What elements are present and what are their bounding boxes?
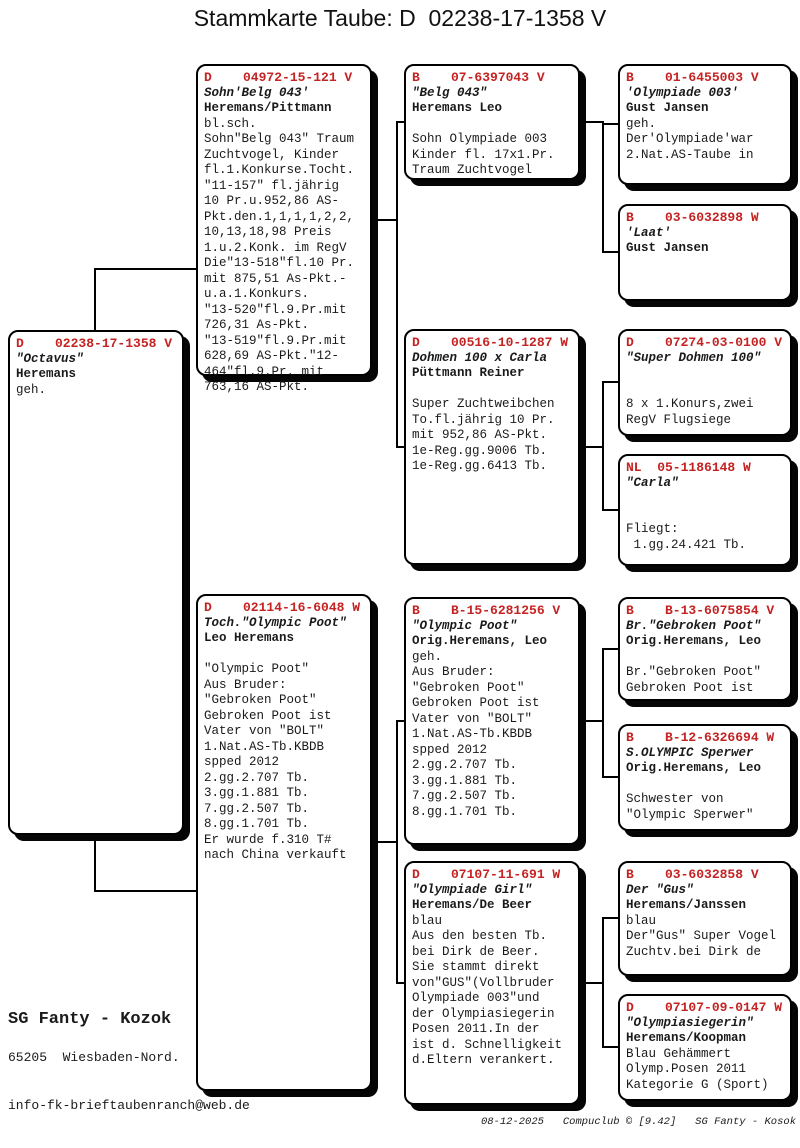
note-line: d.Eltern verankert. (412, 1053, 555, 1067)
note-line: Aus Bruder: (412, 665, 495, 679)
pedigree-connector (580, 720, 604, 722)
pedigree-connector (602, 648, 604, 778)
bird-notes (412, 914, 572, 1069)
ring-number-header: B B-15-6281256 V (412, 603, 561, 618)
note-line: geh. (16, 382, 47, 397)
note-line: Aus Bruder: (204, 677, 287, 692)
bird-notes (412, 650, 572, 821)
pedigree-box-sire-sire (404, 64, 580, 180)
note-line: 1.u.2.Konk. im RegV (204, 240, 347, 255)
bird-name: Toch."Olympic Poot" (204, 615, 347, 630)
pedigree-box-great-grandparent-2 (618, 204, 792, 301)
note-line: "Olympic Poot" (204, 662, 310, 676)
note-line: blau (412, 913, 443, 928)
note-line: Gebroken Poot ist (204, 708, 332, 723)
note-line: To.fl.jährig 10 Pr. (412, 412, 555, 427)
breeder-name: Orig.Heremans, Leo (412, 634, 548, 648)
bird-notes (626, 366, 784, 428)
note-line: Kinder fl. 17x1.Pr. (412, 147, 555, 162)
ring-number-header: D 07107-11-691 W (412, 867, 561, 882)
note-line (412, 117, 572, 133)
ring-number-header: B 07-6397043 V (412, 70, 545, 85)
note-line (626, 507, 784, 523)
breeder-name: Heremans/De Beer (412, 898, 533, 912)
bird-notes (626, 1047, 784, 1094)
print-footer: 08-12-2025 Compuclub © [9.42] SG Fanty - Kosok (480, 1116, 796, 1128)
note-line: 1.Nat.AS-Tb.KBDB (412, 727, 533, 741)
bird-name: Sohn'Belg 043' (204, 85, 310, 100)
note-line: Gebroken Poot ist (626, 680, 754, 695)
note-line: von"GUS"(Vollbruder (412, 975, 555, 990)
note-line: 1e-Reg.gg.9006 Tb. (412, 443, 548, 458)
note-line: ist d. Schnelligkeit (412, 1037, 563, 1052)
pedigree-box-dam-dam (404, 861, 580, 1105)
note-line: Vater von "BOLT" (204, 724, 325, 738)
bird-name: 'Olympiade 003' (626, 85, 739, 100)
breeder-name: Orig.Heremans, Leo (626, 634, 762, 648)
note-line: spped 2012 (204, 755, 280, 769)
note-line: 1e-Reg.gg.6413 Tb. (412, 459, 548, 473)
pedigree-connector (94, 833, 96, 892)
bird-notes (204, 647, 364, 864)
pedigree-connector (580, 446, 604, 448)
bird-notes (412, 117, 572, 179)
note-line: 2.gg.2.707 Tb. (204, 770, 310, 785)
note-line: blau (626, 913, 657, 928)
pedigree-connector (580, 982, 604, 984)
note-line: mit 875,51 As-Pkt.- (204, 271, 347, 286)
note-line: Er wurde f.310 T# (204, 832, 332, 847)
breeder-name: Heremans/Pittmann (204, 101, 332, 115)
note-line: Vater von "BOLT" (412, 711, 533, 726)
breeder-name: Leo Heremans (204, 631, 295, 645)
note-line (626, 366, 784, 382)
note-line: Pkt.den.1,1,1,1,2,2, (204, 209, 355, 224)
note-line: Blau Gehämmert (626, 1046, 732, 1061)
bird-name: "Olympic Poot" (412, 618, 518, 633)
breeder-name: Orig.Heremans, Leo (626, 761, 762, 775)
note-line (626, 777, 784, 793)
ring-number-header: D 04972-15-121 V (204, 70, 353, 85)
note-line: 10,13,18,98 Preis (204, 225, 332, 239)
note-line: 1.gg.24.421 Tb. (626, 537, 747, 552)
pedigree-box-dam (196, 594, 372, 1091)
pedigree-box-sire (196, 64, 372, 394)
page-title: Stammkarte Taube: D 02238-17-1358 V (193, 5, 607, 31)
note-line: Posen 2011.In der (412, 1022, 540, 1036)
pedigree-box-sire-dam (404, 329, 580, 565)
ring-number-header: NL 05-1186148 W (626, 460, 751, 475)
pedigree-connector (602, 123, 604, 253)
note-line: 10 Pr.u.952,86 AS- (204, 194, 340, 208)
bird-name: Der "Gus" (626, 882, 694, 897)
note-line: Sie stammt direkt (412, 960, 540, 974)
bird-name: "Belg 043" (412, 85, 488, 100)
pedigree-connector (396, 121, 398, 448)
bird-notes (204, 117, 364, 396)
breeder-name: Heremans/Janssen (626, 898, 747, 912)
bird-name: "Olympiade Girl" (412, 882, 533, 897)
note-line: Der"Gus" Super Vogel (626, 929, 777, 943)
note-line: 8 x 1.Konurs,zwei (626, 397, 754, 411)
ring-number-header: D 02238-17-1358 V (16, 336, 173, 351)
breeder-name: Püttmann Reiner (412, 366, 525, 380)
note-line: bei Dirk de Beer. (412, 944, 540, 959)
note-line: "13-519"fl.9.Pr.mit (204, 333, 347, 348)
note-line: 3.gg.1.881 Tb. (204, 786, 310, 800)
note-line: der Olympiasiegerin (412, 1006, 555, 1021)
note-line (626, 491, 784, 507)
note-line: spped 2012 (412, 742, 488, 757)
note-line: Aus den besten Tb. (412, 929, 548, 943)
pedigree-box-great-grandparent-4 (618, 454, 792, 566)
note-line: Olympiade 003"und (412, 991, 540, 1005)
bird-name: "Carla" (626, 475, 679, 490)
note-line: mit 952,86 AS-Pkt. (412, 428, 548, 442)
note-line: 8.gg.1.701 Tb. (412, 804, 518, 819)
bird-notes (412, 382, 572, 475)
note-line (204, 647, 364, 663)
pedigree-box-subject (8, 330, 184, 835)
note-line: 726,31 As-Pkt. (204, 318, 310, 332)
note-line: Zuchtvogel, Kinder (204, 147, 340, 162)
note-line: Br."Gebroken Poot" (626, 665, 762, 679)
bird-notes (626, 914, 784, 961)
note-line: 763,16 AS-Pkt. (204, 380, 310, 394)
note-line: Schwester von (626, 792, 724, 806)
note-line: RegV Flugsiege (626, 412, 732, 427)
note-line (412, 382, 572, 398)
pedigree-box-great-grandparent-1 (618, 64, 792, 185)
pedigree-box-great-grandparent-3 (618, 329, 792, 436)
note-line: nach China verkauft (204, 848, 347, 862)
note-line: fl.1.Konkurse.Tocht. (204, 163, 355, 177)
note-line: "13-520"fl.9.Pr.mit (204, 302, 347, 317)
ring-number-header: B B-13-6075854 V (626, 603, 775, 618)
note-line: Traum Zuchtvogel (412, 163, 533, 177)
note-line: Die"13-518"fl.10 Pr. (204, 256, 355, 270)
note-line: 8.gg.1.701 Tb. (204, 817, 310, 831)
bird-notes (626, 777, 784, 824)
pedigree-connector (94, 890, 196, 892)
note-line: 464"fl.9.Pr. mit (204, 364, 325, 379)
pedigree-box-great-grandparent-8 (618, 994, 792, 1101)
note-line: Kategorie G (Sport) (626, 1077, 769, 1092)
ring-number-header: B 03-6032898 W (626, 210, 759, 225)
bird-name: S.OLYMPIC Sperwer (626, 745, 754, 760)
ring-number-header: B 01-6455003 V (626, 70, 759, 85)
note-line: 7.gg.2.507 Tb. (204, 801, 310, 816)
note-line: geh. (412, 649, 443, 664)
breeder-name: Heremans/Koopman (626, 1031, 747, 1045)
loft-name: SG Fanty - Kozok (8, 1010, 172, 1029)
note-line (626, 382, 784, 398)
note-line: "Gebroken Poot" (204, 693, 317, 707)
bird-notes (16, 383, 176, 399)
note-line: 2.gg.2.707 Tb. (412, 758, 518, 772)
pedigree-connector (396, 720, 398, 984)
bird-name: "Olympiasiegerin" (626, 1015, 754, 1030)
breeder-name: Gust Jansen (626, 101, 709, 115)
note-line: 2.Nat.AS-Taube in (626, 147, 754, 162)
note-line: Olymp.Posen 2011 (626, 1062, 747, 1076)
note-line: geh. (626, 116, 657, 131)
pedigree-box-great-grandparent-7 (618, 861, 792, 976)
note-line: 7.gg.2.507 Tb. (412, 789, 518, 803)
note-line: "Gebroken Poot" (412, 680, 525, 695)
bird-name: 'Laat' (626, 225, 672, 240)
bird-notes (626, 117, 784, 164)
note-line: Zuchtv.bei Dirk de (626, 944, 762, 959)
note-line: u.a.1.Konkurs. (204, 287, 310, 301)
ring-number-header: B B-12-6326694 W (626, 730, 775, 745)
pedigree-box-dam-sire (404, 597, 580, 845)
note-line: "Olympic Sperwer" (626, 807, 754, 822)
bird-name: Br."Gebroken Poot" (626, 618, 762, 633)
pedigree-connector (372, 841, 398, 843)
note-line: "11-157" fl.jährig (204, 178, 340, 193)
pedigree-box-great-grandparent-6 (618, 724, 792, 831)
breeder-name: Heremans Leo (412, 101, 503, 115)
bird-name: Dohmen 100 x Carla (412, 350, 548, 365)
pedigree-connector (602, 917, 604, 1048)
ring-number-header: D 07107-09-0147 W (626, 1000, 783, 1015)
note-line: Gebroken Poot ist (412, 696, 540, 710)
pedigree-connector (602, 381, 604, 511)
bird-name: "Octavus" (16, 351, 84, 366)
note-line: Sohn Olympiade 003 (412, 132, 548, 146)
ring-number-header: B 03-6032858 V (626, 867, 759, 882)
note-line: 3.gg.1.881 Tb. (412, 773, 518, 788)
note-line: Super Zuchtweibchen (412, 397, 555, 411)
note-line (626, 650, 784, 666)
note-line: Sohn"Belg 043" Traum (204, 132, 355, 146)
bird-notes (626, 650, 784, 697)
breeder-name: Heremans (16, 367, 77, 381)
pedigree-connector (94, 268, 96, 332)
loft-address: 65205 Wiesbaden-Nord. (8, 1050, 180, 1065)
breeder-name: Gust Jansen (626, 241, 709, 255)
pedigree-connector (94, 268, 196, 270)
bird-name: "Super Dohmen 100" (626, 350, 762, 365)
pedigree-box-great-grandparent-5 (618, 597, 792, 701)
bird-notes (626, 491, 784, 553)
note-line: 628,69 AS-Pkt."12- (204, 349, 340, 363)
note-line: bl.sch. (204, 116, 257, 131)
ring-number-header: D 00516-10-1287 W (412, 335, 569, 350)
note-line: Der'Olympiade'war (626, 132, 754, 146)
note-line: Fliegt: (626, 522, 679, 536)
ring-number-header: D 02114-16-6048 W (204, 600, 361, 615)
pedigree-connector (372, 219, 398, 221)
note-line: 1.Nat.AS-Tb.KBDB (204, 739, 325, 754)
pedigree-connector (580, 121, 604, 123)
ring-number-header: D 07274-03-0100 V (626, 335, 783, 350)
loft-email: info-fk-brieftaubenranch@web.de (8, 1098, 250, 1113)
